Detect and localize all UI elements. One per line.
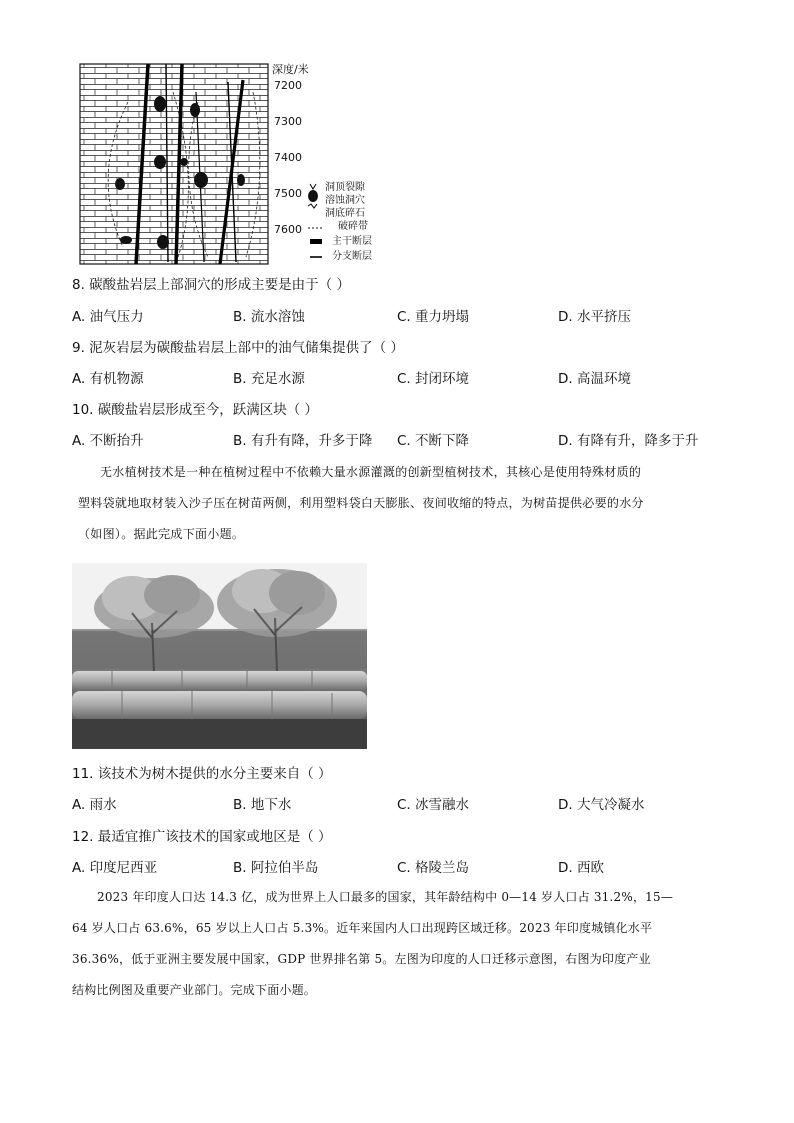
question-9-option-a[interactable]: A. 有机物源 (72, 371, 144, 387)
depth-tick: 7300 (274, 115, 302, 128)
question-10-option-a[interactable]: A. 不断抬升 (72, 433, 144, 449)
question-10-option-d[interactable]: D. 有降有升，降多于升 (558, 433, 699, 449)
legend-main-fault: 主干断层 (332, 236, 372, 247)
depth-tick: 7200 (274, 79, 302, 92)
question-12-stem: 12. 最适宜推广该技术的国家或地区是（ ） (72, 829, 332, 845)
geologic-section-drawing (78, 62, 270, 266)
legend-branch-fault: 分支断层 (332, 251, 372, 262)
question-11-option-d[interactable]: D. 大气冷凝水 (558, 797, 645, 813)
question-11-stem: 11. 该技术为树木提供的水分主要来自（ ） (72, 766, 332, 782)
photo-illustration (72, 563, 367, 749)
question-12-option-c[interactable]: C. 格陵兰岛 (397, 860, 470, 876)
cave-legend-icon (306, 182, 320, 212)
legend-cave-bottom-gravel: 洞底碎石 (325, 208, 365, 219)
passage-line: 结构比例图及重要产业部门。完成下面小题。 (72, 983, 317, 997)
main-fault-legend-icon (310, 238, 322, 246)
fracture-zone-legend-icon (308, 225, 324, 231)
legend-dissolution-cave: 溶蚀洞穴 (325, 195, 365, 206)
question-8-option-b[interactable]: B. 流水溶蚀 (233, 309, 305, 325)
depth-tick: 7400 (274, 151, 302, 164)
legend-cave-top-crack: 洞顶裂隙 (325, 182, 365, 193)
question-12-option-d[interactable]: D. 西欧 (558, 860, 604, 876)
waterless-planting-photo (72, 563, 367, 749)
branch-fault-legend-icon (310, 254, 322, 260)
question-8-option-d[interactable]: D. 水平挤压 (558, 309, 631, 325)
question-10-option-c[interactable]: C. 不断下降 (397, 433, 470, 449)
question-9-option-c[interactable]: C. 封闭环境 (397, 371, 470, 387)
depth-axis-title: 深度/米 (272, 63, 309, 76)
legend-fracture-zone: 破碎带 (338, 221, 368, 232)
question-11-option-c[interactable]: C. 冰雪融水 (397, 797, 470, 813)
passage-line: 64 岁人口占 63.6%，65 岁以上人口占 5.3%。近年来国内人口出现跨区域迁移。2023 年印度城镇化水平 (72, 921, 653, 935)
question-9-stem: 9. 泥灰岩层为碳酸盐岩层上部中的油气储集提供了（ ） (72, 340, 404, 356)
passage-line: 无水植树技术是一种在植树过程中不依赖大量水源灌溉的创新型植树技术，其核心是使用特殊材质的 (100, 465, 642, 479)
passage-line: 36.36%，低于亚洲主要发展中国家，GDP 世界排名第 5。左图为印度的人口迁移示意图，右图为印度产业 (72, 952, 651, 966)
passage-line: 塑料袋就地取材装入沙子压在树苗两侧，利用塑料袋白天膨胀、夜间收缩的特点，为树苗提供必要的水分 (78, 496, 644, 510)
question-8-option-a[interactable]: A. 油气压力 (72, 309, 144, 325)
question-11-option-a[interactable]: A. 雨水 (72, 797, 117, 813)
depth-tick: 7500 (274, 187, 302, 200)
question-8-stem: 8. 碳酸盐岩层上部洞穴的形成主要是由于（ ） (72, 277, 350, 293)
geologic-section-figure (78, 62, 378, 266)
question-10-stem: 10. 碳酸盐岩层形成至今，跃满区块（ ） (72, 402, 319, 418)
passage-line: 2023 年印度人口达 14.3 亿，成为世界上人口最多的国家，其年龄结构中 0—14 岁人口占 31.2%，15— (97, 890, 674, 904)
question-8-option-c[interactable]: C. 重力坍塌 (397, 309, 470, 325)
passage-line: （如图）。据此完成下面小题。 (78, 527, 245, 541)
question-9-option-d[interactable]: D. 高温环境 (558, 371, 631, 387)
question-9-option-b[interactable]: B. 充足水源 (233, 371, 305, 387)
question-12-option-a[interactable]: A. 印度尼西亚 (72, 860, 158, 876)
depth-tick: 7600 (274, 223, 302, 236)
question-10-option-b[interactable]: B. 有升有降，升多于降 (233, 433, 373, 449)
question-11-option-b[interactable]: B. 地下水 (233, 797, 292, 813)
question-12-option-b[interactable]: B. 阿拉伯半岛 (233, 860, 319, 876)
